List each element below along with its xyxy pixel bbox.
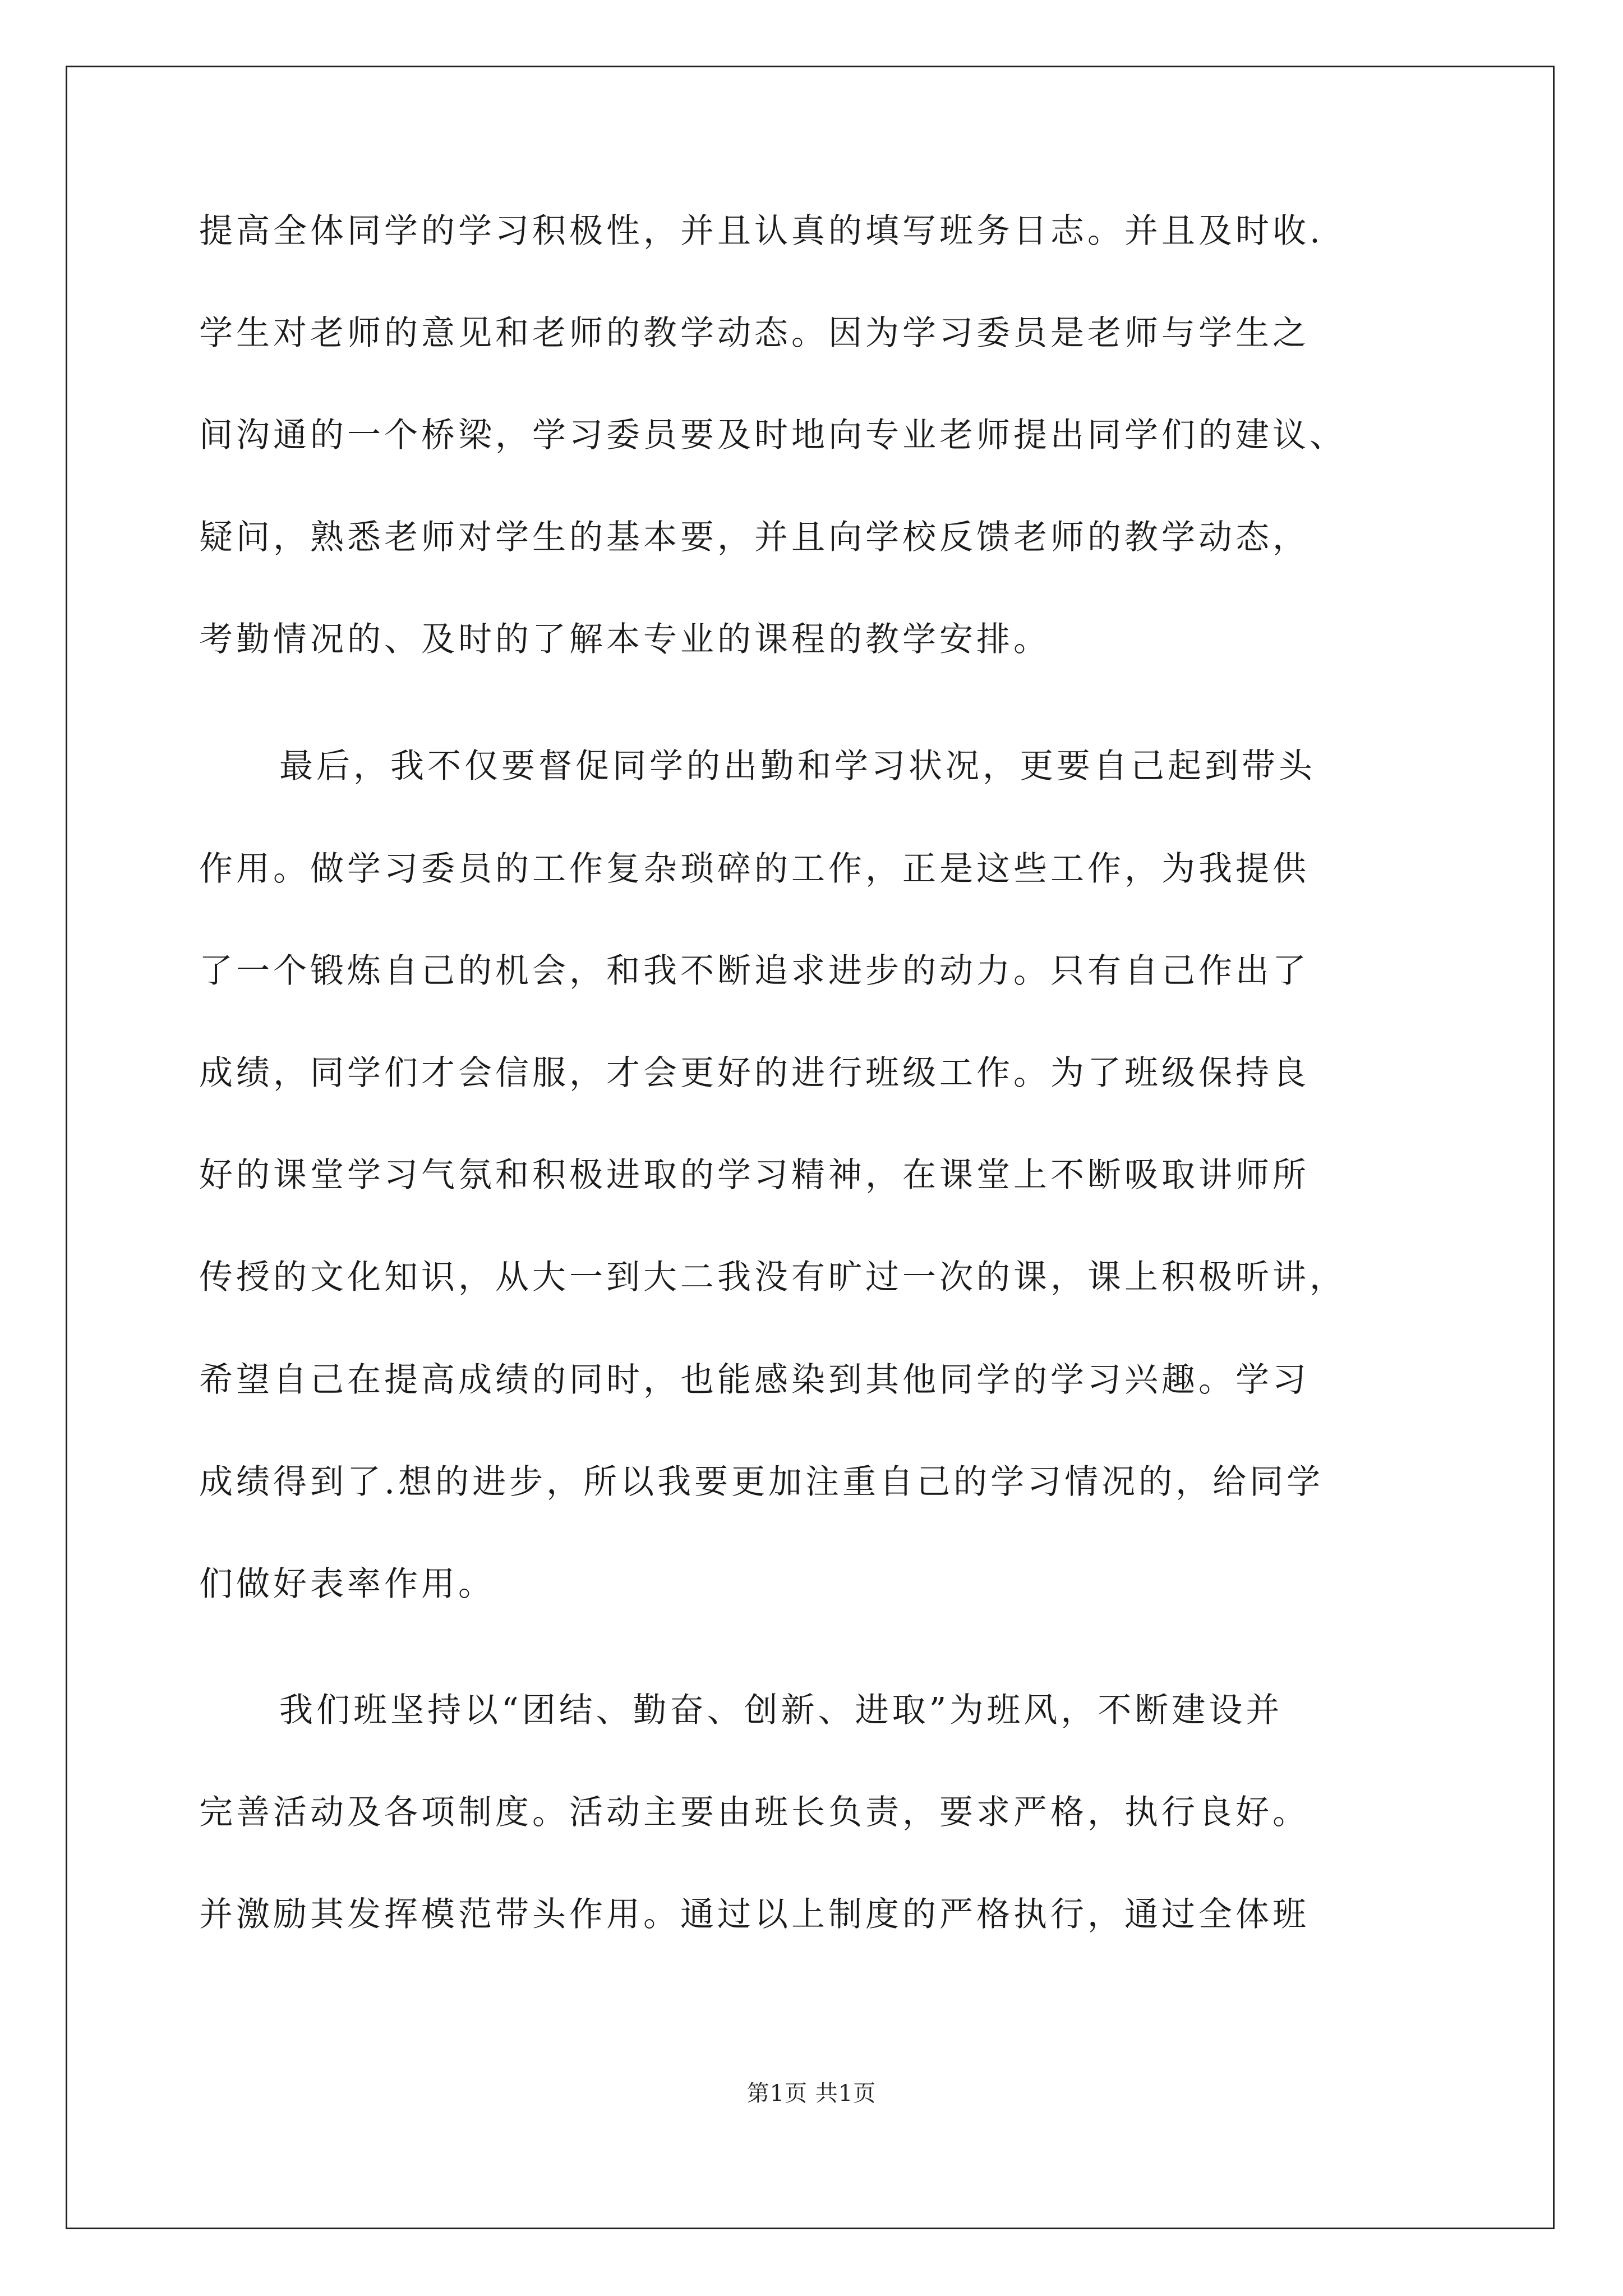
body-line: 成绩得到了.想的进步，所以我要更加注重自己的学习情况的，给同学 (199, 1462, 1324, 1502)
body-line: 成绩，同学们才会信服，才会更好的进行班级工作。为了班级保持良 (199, 1053, 1310, 1093)
body-line: 考勤情况的、及时的了解本专业的课程的教学安排。 (199, 620, 1050, 659)
body-line: 好的课堂学习气氛和积极进取的学习精神，在课堂上不断吸取讲师所 (199, 1156, 1310, 1195)
body-line: 疑问，熟悉老师对学生的基本要，并且向学校反馈老师的教学动态， (199, 518, 1310, 557)
body-line: 作用。做学习委员的工作复杂琐碎的工作，正是这些工作，为我提供 (199, 849, 1310, 889)
body-line: 完善活动及各项制度。活动主要由班长负责，要求严格，执行良好。 (199, 1793, 1310, 1832)
paragraph-first-line: 最后，我不仅要督促同学的出勤和学习状况，更要自己起到带头 (279, 747, 1316, 786)
body-line: 希望自己在提高成绩的同时，也能感染到其他同学的学习兴趣。学习 (199, 1360, 1310, 1400)
body-line: 们做好表率作用。 (199, 1565, 495, 1604)
body-line: 学生对老师的意见和老师的教学动态。因为学习委员是老师与学生之 (199, 314, 1310, 353)
body-line: 并激励其发挥模范带头作用。通过以上制度的严格执行，通过全体班 (199, 1895, 1310, 1934)
body-line: 了一个锻炼自己的机会，和我不断追求进步的动力。只有自己作出了 (199, 951, 1310, 991)
page-number-footer: 第1页 共1页 (746, 2081, 877, 2106)
paragraph-first-line: 我们班坚持以“团结、勤奋、创新、进取”为班风，不断建设并 (279, 1691, 1283, 1730)
body-line: 提高全体同学的学习积极性，并且认真的填写班务日志。并且及时收. (199, 211, 1324, 251)
body-line: 间沟通的一个桥梁，学习委员要及时地向专业老师提出同学们的建议、 (199, 416, 1347, 455)
body-line: 传授的文化知识，从大一到大二我没有旷过一次的课，课上积极听讲， (199, 1258, 1347, 1297)
